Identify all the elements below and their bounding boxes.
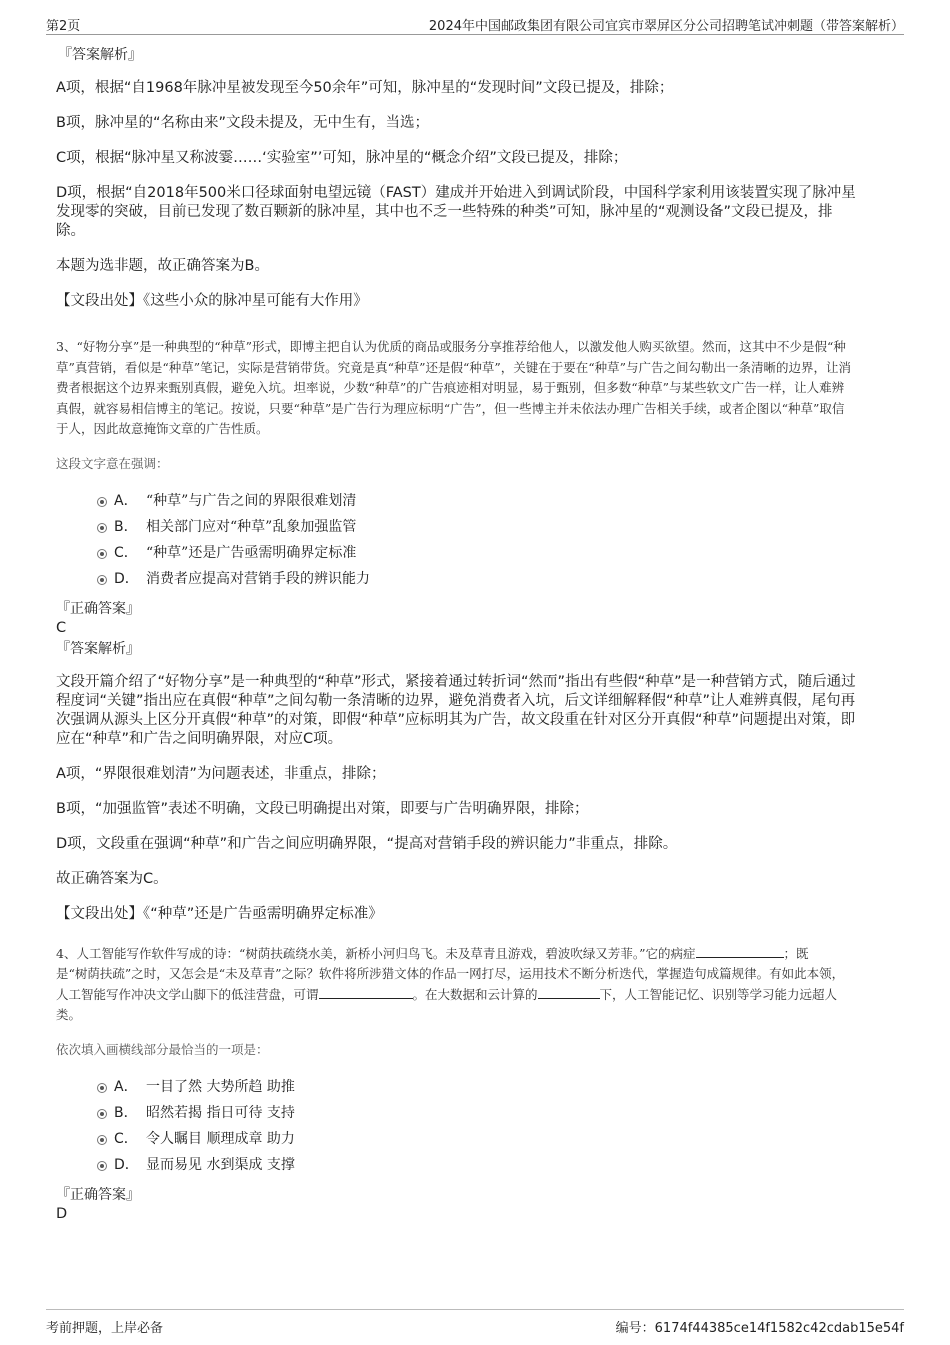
footer-slogan: 考前押题，上岸必备 bbox=[46, 1321, 164, 1336]
q3-text-line3: 费者根据这个边界来甄别真假，避免入坑。坦率说，少数“种草”的广告痕迹相对明显，易于甄别，但多数“种草”与某些软文广告一样，让人难辨 bbox=[56, 380, 845, 395]
q3-option-a-text: “种草”与广告之间的界限很难划清 bbox=[146, 492, 357, 509]
q4-option-d-text: 显而易见 水到渠成 支撑 bbox=[146, 1156, 295, 1173]
q4-option-b[interactable]: B． 昭然若揭 指日可待 支持 bbox=[56, 1100, 896, 1126]
q4-option-c[interactable]: C． 令人瞩目 顺理成章 助力 bbox=[56, 1126, 896, 1152]
page-header bbox=[46, 10, 904, 35]
radio-icon[interactable] bbox=[97, 549, 107, 559]
q3-option-d-text: 消费者应提高对营销手段的辨识能力 bbox=[146, 570, 370, 587]
q3-option-b[interactable]: B． 相关部门应对“种草”乱象加强监管 bbox=[56, 514, 896, 540]
q3-answer: C bbox=[56, 619, 67, 636]
q2-analysis-label: 『答案解析』 bbox=[58, 47, 142, 63]
q2-analysis-a: A项，根据“自1968年脉冲星被发现至今50余年”可知，脉冲星的“发现时间”文段已提及，排除； bbox=[56, 80, 674, 96]
q3-option-c-text: “种草”还是广告亟需明确界定标准 bbox=[146, 544, 357, 561]
q3-text-line5: 于人，因此故意掩饰文章的广告性质。 bbox=[56, 421, 269, 436]
fill-blank-2[interactable] bbox=[319, 986, 413, 999]
document-title: 2024年中国邮政集团有限公司宜宾市翠屏区分公司招聘笔试冲刺题（带答案解析） bbox=[428, 19, 904, 34]
q4-answer-label: 『正确答案』 bbox=[56, 1186, 140, 1203]
q3-analysis-label: 『答案解析』 bbox=[56, 640, 140, 657]
page-content bbox=[56, 46, 896, 1224]
q4-options bbox=[56, 1074, 896, 1178]
q3-conclusion: 故正确答案为C。 bbox=[56, 870, 168, 887]
q3-analysis-line2: 程度词“关键”指出应在真假“种草”之间勾勒一条清晰的边界，避免消费者入坑，后文详细解释假“种草”让人难辨真假，尾句再 bbox=[56, 692, 856, 709]
q3-text-line1: 3、“好物分享”是一种典型的“种草”形式，即博主把自认为优质的商品或服务分享推荐给他人，以激发他人购买欲望。然而，这其中不少是假“种 bbox=[56, 339, 846, 354]
q3-prompt: 这段文字意在强调： bbox=[56, 455, 169, 471]
q3-analysis-line3: 次强调从源头上区分开真假“种草”的对策，即假“种草”应标明其为广告，故文段重在针对区分开真假“种草”问题提出对策，即 bbox=[56, 711, 856, 728]
q3-option-d[interactable]: D． 消费者应提高对营销手段的辨识能力 bbox=[56, 566, 896, 592]
q2-source: 【文段出处】《这些小众的脉冲星可能有大作用》 bbox=[56, 293, 368, 309]
q3-source: 【文段出处】《“种草”还是广告亟需明确界定标准》 bbox=[56, 905, 383, 922]
q3-options bbox=[56, 488, 896, 592]
q2-analysis-c: C项，根据“脉冲星又称波霎……‘实验室”’可知，脉冲星的“概念介绍”文段已提及，排除； bbox=[56, 150, 628, 166]
radio-icon[interactable] bbox=[97, 1161, 107, 1171]
q3-analysis-a: A项，“界限很难划清”为问题表述，非重点，排除； bbox=[56, 765, 386, 782]
q2-conclusion: 本题为选非题，故正确答案为B。 bbox=[56, 258, 269, 274]
fill-blank-3[interactable] bbox=[538, 986, 600, 999]
q4-option-c-text: 令人瞩目 顺理成章 助力 bbox=[146, 1130, 295, 1147]
q2-analysis-b: B项，脉冲星的“名称由来”文段未提及，无中生有，当选； bbox=[56, 115, 429, 131]
q4-text-line2: 是“树荫扶疏”之时，又怎会是“未及草青”之际？软件将所涉猎文体的作品一网打尽，运用技术不断分析迭代，掌握造句成篇规律。有如此本领， bbox=[56, 966, 845, 981]
q4-text-line1: 4、人工智能写作软件写成的诗：“树荫扶疏绕水美，新桥小河归鸟飞。未及草青且游戏，碧波吹绿又芳菲。”它的病症 ；既 bbox=[56, 945, 809, 961]
q4-option-b-text: 昭然若揭 指日可待 支持 bbox=[146, 1104, 295, 1121]
q3-option-c[interactable]: C． “种草”还是广告亟需明确界定标准 bbox=[56, 540, 896, 566]
radio-icon[interactable] bbox=[97, 1135, 107, 1145]
q2-analysis-d-line1: D项，根据“自2018年500米口径球面射电望远镜（FAST）建成并开始进入到调试阶段，中国科学家利用该装置实现了脉冲星 bbox=[56, 185, 856, 201]
q4-option-a-text: 一目了然 大势所趋 助推 bbox=[146, 1078, 295, 1095]
q2-analysis bbox=[56, 46, 896, 311]
question-4 bbox=[56, 944, 896, 1224]
q3-analysis-line1: 文段开篇介绍了“好物分享”是一种典型的“种草”形式，紧接着通过转折词“然而”指出有些假“种草”是一种营销方式，随后通过 bbox=[56, 673, 856, 690]
radio-icon[interactable] bbox=[97, 1083, 107, 1093]
page-footer bbox=[46, 1309, 904, 1338]
fill-blank-1[interactable] bbox=[696, 945, 784, 958]
radio-icon[interactable] bbox=[97, 497, 107, 507]
q3-answer-label: 『正确答案』 bbox=[56, 600, 140, 617]
q3-analysis-line4: 应在“种草”和广告之间明确界限，对应C项。 bbox=[56, 730, 343, 747]
q2-analysis-d-line3: 除。 bbox=[56, 223, 85, 239]
q3-option-a[interactable]: A． “种草”与广告之间的界限很难划清 bbox=[56, 488, 896, 514]
q3-analysis-b: B项，“加强监管”表述不明确，文段已明确提出对策，即要与广告明确界限，排除； bbox=[56, 800, 589, 817]
q3-analysis-d: D项，文段重在强调“种草”和广告之间应明确界限，“提高对营销手段的辨识能力”非重点，排除。 bbox=[56, 835, 678, 852]
q2-analysis-d-line2: 发现零的突破，目前已发现了数百颗新的脉冲星，其中也不乏一些特殊的种类”可知，脉冲星的“观测设备”文段已提及，排 bbox=[56, 204, 833, 220]
radio-icon[interactable] bbox=[97, 575, 107, 585]
radio-icon[interactable] bbox=[97, 1109, 107, 1119]
q3-answer-block bbox=[56, 600, 896, 924]
q4-option-a[interactable]: A． 一目了然 大势所趋 助推 bbox=[56, 1074, 896, 1100]
q3-text-line2: 草”真营销，看似是“种草”笔记，实际是营销带货。究竟是真“种草”还是假“种草”，关键在于要在“种草”与广告之间勾勒出一条清晰的边界，让消 bbox=[56, 359, 852, 375]
footer-serial: 编号：6174f44385ce14f1582c42cdab15e54f bbox=[615, 1321, 904, 1336]
page-number: 第2页 bbox=[46, 19, 81, 34]
radio-icon[interactable] bbox=[97, 523, 107, 533]
q4-answer: D bbox=[56, 1205, 68, 1222]
q4-option-d[interactable]: D． 显而易见 水到渠成 支撑 bbox=[56, 1152, 896, 1178]
q4-prompt: 依次填入画横线部分最恰当的一项是： bbox=[56, 1041, 269, 1057]
q3-text-line4: 真假，就容易相信博主的笔记。按说，只要“种草”是广告行为理应标明“广告”，但一些博主并未依法办理广告相关手续，或者企图以“种草”取信 bbox=[56, 400, 845, 416]
q4-text-line4: 类。 bbox=[56, 1007, 82, 1022]
q4-text-line3: 人工智能写作冲决文学山脚下的低洼营盘，可谓 。在大数据和云计算的 下，人工智能记忆、识别等学习能力远超人 bbox=[56, 986, 838, 1002]
question-3 bbox=[56, 337, 896, 924]
q4-answer-block bbox=[56, 1186, 896, 1224]
q3-option-b-text: 相关部门应对“种草”乱象加强监管 bbox=[146, 518, 357, 535]
